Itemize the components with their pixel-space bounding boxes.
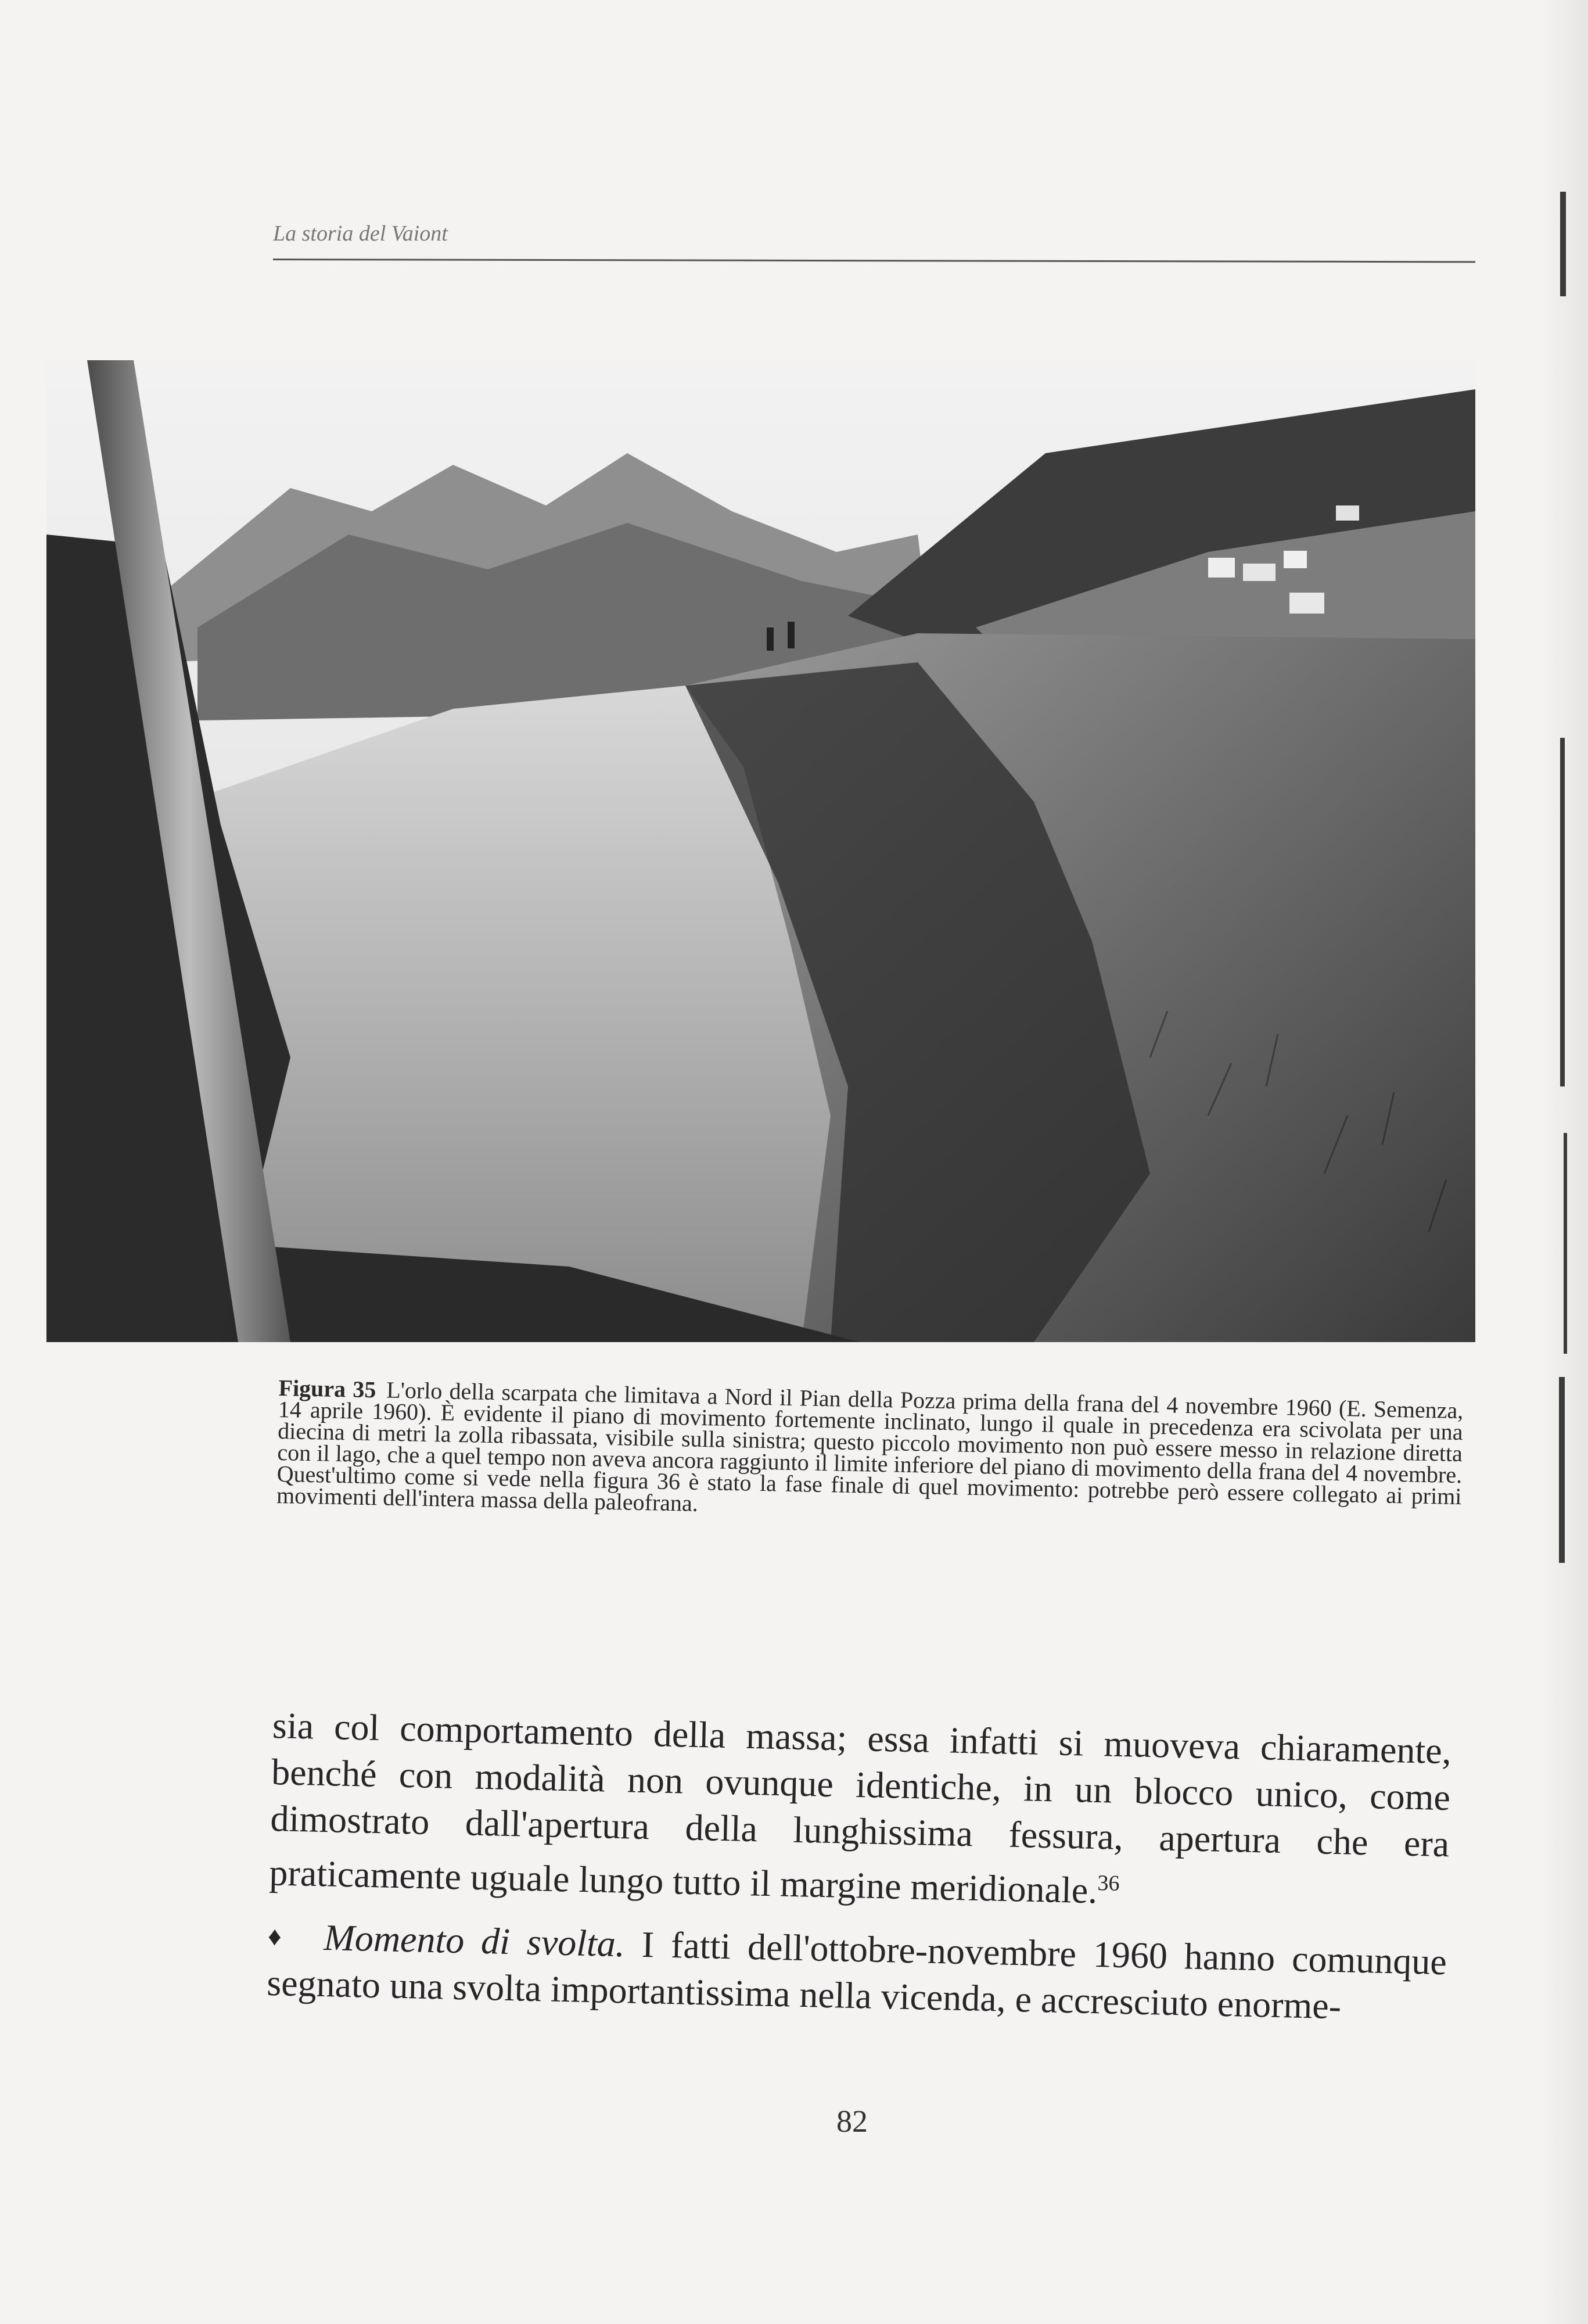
body-paragraph-1 — [269, 1702, 1452, 1922]
page-number: 82 — [836, 2104, 868, 2139]
figure-caption — [276, 1377, 1464, 1529]
body-paragraph-2 — [267, 1913, 1447, 2032]
header-rule — [273, 259, 1475, 263]
section-lead-heading: Momento di svolta. — [323, 1917, 626, 1965]
page-edge-marks — [1536, 0, 1588, 2324]
footnote-reference: 36 — [1097, 1871, 1120, 1896]
landslide-photograph — [46, 360, 1475, 1342]
figure-caption-text: L'orlo della scarpata che limitava a Nord il Pian della Pozza prima della frana del 4 novembre 1960 (E. Semenza, 14 aprile 1960). È evidente il piano di movimento fortemente inclinato, lungo il quale in precedenza era scivolata per una diecina di metri la zolla ribassata, visibile sulla sinistra; questo piccolo movimento non può essere messo in relazione diretta con il lago, che a quel tempo non aveva ancora raggiunto il limite inferiore del piano di movimento della frana del 4 novembre. Quest'ultimo come si vede nella figura 36 è stato la fase finale di quel movimento: potrebbe però essere collegato ai primi movimenti dell'intera massa della paleofrana. — [276, 1376, 1464, 1516]
figure-label: Figura 35 — [278, 1375, 376, 1403]
body-text — [266, 1702, 1452, 2049]
body-paragraph-1-text: sia col comportamento della massa; essa infatti si muoveva chiaramente, benché con modalità non ovunque identiche, in un blocco unico, come dimostrato dall'apertura della lunghissima fessura, apertura che era praticamente uguale lungo tutto il margine meridionale. — [268, 1704, 1452, 1911]
diamond-bullet-icon: ♦ — [267, 1921, 290, 1952]
running-head: La storia del Vaiont — [273, 221, 448, 246]
body-paragraph-2-text: I fatti dell'ottobre-novembre 1960 hanno comunque segnato una svolta importantissima nella vicenda, e accresciuto enorme- — [266, 1924, 1447, 2027]
